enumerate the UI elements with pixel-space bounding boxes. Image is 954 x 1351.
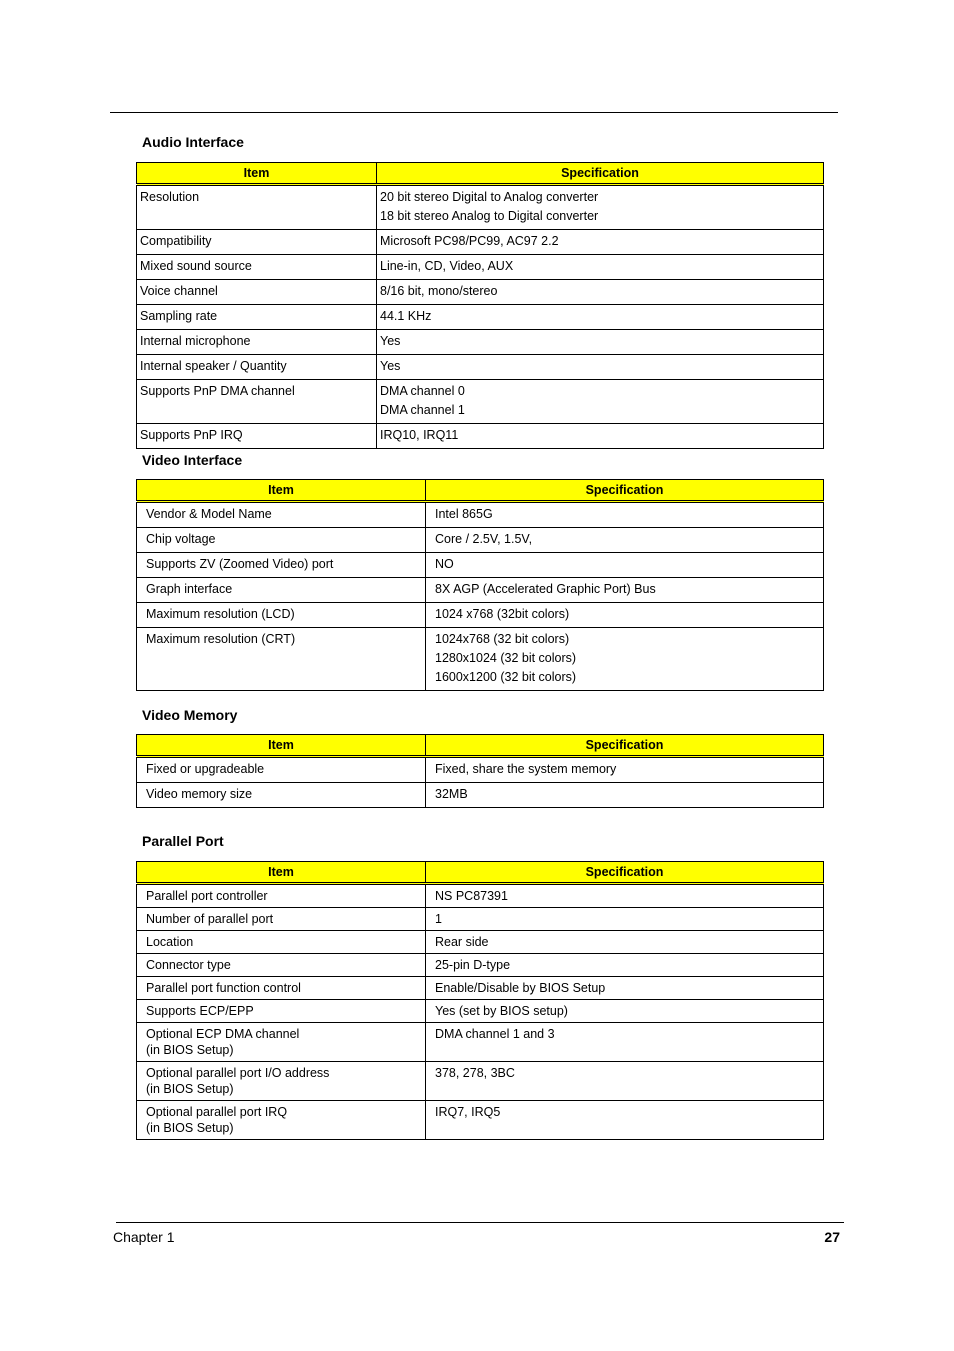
specification-cell xyxy=(426,884,824,908)
table-row xyxy=(137,757,824,783)
item-cell xyxy=(137,931,426,954)
item-cell xyxy=(137,185,377,230)
specification-text: IRQ10, IRQ11 xyxy=(380,428,459,442)
table-row xyxy=(137,1101,824,1140)
item-text: Fixed or upgradeable xyxy=(146,762,265,776)
table-row xyxy=(137,603,824,628)
column-header-specification: Specification xyxy=(377,163,824,185)
item-text: Supports PnP DMA channel xyxy=(140,384,295,398)
item-cell xyxy=(137,757,426,783)
item-cell xyxy=(137,1062,426,1101)
item-text: Optional parallel port IRQ xyxy=(146,1105,288,1119)
item-cell xyxy=(137,954,426,977)
specification-text: Enable/Disable by BIOS Setup xyxy=(435,981,606,995)
page-number: 27 xyxy=(824,1229,840,1245)
table-row xyxy=(137,502,824,528)
item-cell xyxy=(137,628,426,691)
item-text: Resolution xyxy=(140,190,200,204)
item-cell xyxy=(137,603,426,628)
item-cell xyxy=(137,355,377,380)
item-text: Compatibility xyxy=(140,234,212,248)
specification-text: 1024 x768 (32bit colors) xyxy=(435,607,570,621)
table-row xyxy=(137,783,824,808)
column-header-specification: Specification xyxy=(426,735,824,757)
specification-cell xyxy=(377,355,824,380)
video-memory-table xyxy=(136,734,824,808)
item-text: Number of parallel port xyxy=(146,912,274,926)
table-row xyxy=(137,355,824,380)
specification-text: 1024x768 (32 bit colors) xyxy=(435,632,570,646)
table-row xyxy=(137,578,824,603)
specification-text: DMA channel 1 and 3 xyxy=(435,1027,555,1041)
column-header-item: Item xyxy=(137,163,377,185)
item-text: Maximum resolution (CRT) xyxy=(146,632,296,646)
table-row xyxy=(137,884,824,908)
specification-text: IRQ7, IRQ5 xyxy=(435,1105,501,1119)
footer-rule xyxy=(116,1222,844,1223)
specification-cell xyxy=(377,424,824,449)
item-text: Supports ZV (Zoomed Video) port xyxy=(146,557,334,571)
specification-cell xyxy=(377,305,824,330)
item-text: Connector type xyxy=(146,958,231,972)
specification-text: Line-in, CD, Video, AUX xyxy=(380,259,514,273)
specification-cell xyxy=(426,1023,824,1062)
specification-cell xyxy=(377,185,824,230)
item-cell xyxy=(137,884,426,908)
table-row xyxy=(137,380,824,424)
specification-cell xyxy=(426,757,824,783)
specification-text: DMA channel 1 xyxy=(380,403,465,417)
item-text: Supports PnP IRQ xyxy=(140,428,243,442)
specification-text: 20 bit stereo Digital to Analog converter xyxy=(380,190,599,204)
item-cell xyxy=(137,255,377,280)
column-header-item: Item xyxy=(137,735,426,757)
table-row xyxy=(137,1000,824,1023)
audio-interface-table xyxy=(136,162,824,449)
specification-cell xyxy=(426,977,824,1000)
item-cell xyxy=(137,305,377,330)
table-row xyxy=(137,528,824,553)
item-cell xyxy=(137,424,377,449)
item-text: Parallel port function control xyxy=(146,981,301,995)
specification-cell xyxy=(377,330,824,355)
specification-text: 18 bit stereo Analog to Digital converter xyxy=(380,209,599,223)
specification-cell xyxy=(377,255,824,280)
item-text: Parallel port controller xyxy=(146,889,268,903)
item-cell xyxy=(137,578,426,603)
specification-cell xyxy=(426,553,824,578)
item-text: (in BIOS Setup) xyxy=(146,1082,234,1096)
specification-cell xyxy=(426,908,824,931)
item-text: Vendor & Model Name xyxy=(146,507,272,521)
section-title-video-memory: Video Memory xyxy=(142,707,238,723)
column-header-item: Item xyxy=(137,480,426,502)
specification-text: Core / 2.5V, 1.5V, xyxy=(435,532,533,546)
section-title-audio-interface: Audio Interface xyxy=(142,134,244,150)
specification-cell xyxy=(426,1062,824,1101)
item-cell xyxy=(137,330,377,355)
specification-text: DMA channel 0 xyxy=(380,384,465,398)
specification-text: Rear side xyxy=(435,935,489,949)
item-text: Internal speaker / Quantity xyxy=(140,359,287,373)
table-row xyxy=(137,908,824,931)
item-text: Optional ECP DMA channel xyxy=(146,1027,300,1041)
footer-chapter: Chapter 1 xyxy=(113,1229,175,1245)
item-text: Graph interface xyxy=(146,582,233,596)
item-text: Supports ECP/EPP xyxy=(146,1004,254,1018)
specification-text: 32MB xyxy=(435,787,468,801)
specification-cell xyxy=(377,380,824,424)
specification-cell xyxy=(426,502,824,528)
table-row xyxy=(137,1062,824,1101)
column-header-specification: Specification xyxy=(426,480,824,502)
item-cell xyxy=(137,783,426,808)
specification-text: 44.1 KHz xyxy=(380,309,432,323)
item-cell xyxy=(137,1101,426,1140)
column-header-item: Item xyxy=(137,862,426,884)
specification-text: Yes (set by BIOS setup) xyxy=(435,1004,568,1018)
specification-cell xyxy=(426,783,824,808)
parallel-port-table xyxy=(136,861,824,1140)
item-cell xyxy=(137,553,426,578)
item-text: Mixed sound source xyxy=(140,259,252,273)
item-cell xyxy=(137,1000,426,1023)
specification-text: Yes xyxy=(380,359,401,373)
table-row xyxy=(137,977,824,1000)
item-cell xyxy=(137,528,426,553)
specification-text: Microsoft PC98/PC99, AC97 2.2 xyxy=(380,234,559,248)
table-row xyxy=(137,553,824,578)
item-cell xyxy=(137,908,426,931)
specification-cell xyxy=(426,1000,824,1023)
item-text: Maximum resolution (LCD) xyxy=(146,607,295,621)
header-rule xyxy=(110,112,838,113)
specification-cell xyxy=(426,628,824,691)
video-interface-table xyxy=(136,479,824,691)
specification-cell xyxy=(377,230,824,255)
table-row xyxy=(137,424,824,449)
specification-cell xyxy=(426,1101,824,1140)
table-row xyxy=(137,280,824,305)
specification-text: 25-pin D-type xyxy=(435,958,511,972)
specification-cell xyxy=(377,280,824,305)
specification-text: 8/16 bit, mono/stereo xyxy=(380,284,498,298)
specification-text: NS PC87391 xyxy=(435,889,508,903)
table-row xyxy=(137,255,824,280)
item-text: (in BIOS Setup) xyxy=(146,1121,234,1135)
item-cell xyxy=(137,280,377,305)
table-row xyxy=(137,1023,824,1062)
item-text: Internal microphone xyxy=(140,334,251,348)
specification-text: 1280x1024 (32 bit colors) xyxy=(435,651,577,665)
item-text: Sampling rate xyxy=(140,309,218,323)
item-cell xyxy=(137,1023,426,1062)
specification-cell xyxy=(426,528,824,553)
item-text: Location xyxy=(146,935,194,949)
specification-text: NO xyxy=(435,557,454,571)
section-title-parallel-port: Parallel Port xyxy=(142,833,224,849)
specification-text: Intel 865G xyxy=(435,507,493,521)
specification-text: Yes xyxy=(380,334,401,348)
item-cell xyxy=(137,380,377,424)
specification-text: 1600x1200 (32 bit colors) xyxy=(435,670,577,684)
specification-text: 8X AGP (Accelerated Graphic Port) Bus xyxy=(435,582,656,596)
specification-text: Fixed, share the system memory xyxy=(435,762,617,776)
specification-cell xyxy=(426,931,824,954)
item-text: (in BIOS Setup) xyxy=(146,1043,234,1057)
table-row xyxy=(137,185,824,230)
item-text: Optional parallel port I/O address xyxy=(146,1066,330,1080)
item-cell xyxy=(137,230,377,255)
table-row xyxy=(137,230,824,255)
item-cell xyxy=(137,977,426,1000)
table-row xyxy=(137,330,824,355)
table-row xyxy=(137,931,824,954)
specification-cell xyxy=(426,578,824,603)
item-text: Video memory size xyxy=(146,787,253,801)
table-row xyxy=(137,305,824,330)
item-cell xyxy=(137,502,426,528)
item-text: Chip voltage xyxy=(146,532,216,546)
column-header-specification: Specification xyxy=(426,862,824,884)
specification-text: 1 xyxy=(435,912,442,926)
table-row xyxy=(137,628,824,691)
section-title-video-interface: Video Interface xyxy=(142,452,243,468)
item-text: Voice channel xyxy=(140,284,218,298)
specification-cell xyxy=(426,954,824,977)
specification-cell xyxy=(426,603,824,628)
table-row xyxy=(137,954,824,977)
specification-text: 378, 278, 3BC xyxy=(435,1066,515,1080)
